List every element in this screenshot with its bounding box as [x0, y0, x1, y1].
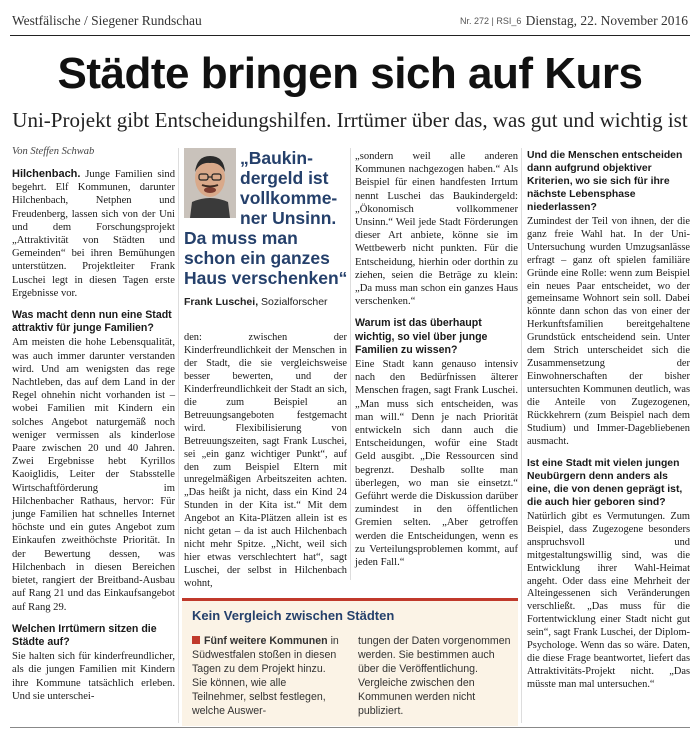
- publication-name: Westfälische / Siegener Rundschau: [12, 13, 202, 28]
- headline: Städte bringen sich auf Kurs: [57, 49, 643, 98]
- paragraph: Am meisten die hohe Lebensqualität, was auch immer darunter verstanden wird. Und am wenigsten das rege Nachtleben, das auf dem Land in der Regel ohnehin nicht vorhanden ist – wobei Familien mit Kindern ein solches Angebot naturgemäß noch weniger vermissen als kinderlose Paare zwischen 20 und 40 Jahren. Zwei Ergebnisse hebt Kyrillos Kaoiglidis, Leiter der Stabsstelle Wirtschaftförderung im Hilchenbacher Rathaus, hervor: Für junge Familien hat schnelles Internet höchste und ein gutes Angebot zum Einkaufen zweithöchste Priorität. In der Bewertung dessen, was Hilchenbach in diesen Bereichen bietet, rangiert der Breitband-Ausbau auf Rang 21 und das Einkaufsangebot auf Rang 29.: [12, 337, 175, 613]
- info-box-title: Kein Vergleich zwischen Städten: [192, 608, 395, 623]
- byline: Von Steffen Schwab: [12, 146, 95, 157]
- question-heading: Was macht denn nun eine Stadt attraktiv für junge Familien?: [12, 309, 172, 335]
- person-portrait-icon: [184, 148, 236, 218]
- column-4: [527, 150, 690, 692]
- paragraph: Sie halten sich für kinderfreundlicher, als die jungen Familien mit Kindern ihre Kommune tatsächlich erleben. Und sie unterschei-: [12, 651, 175, 702]
- page-bottom-rule: [10, 727, 690, 728]
- paragraph-text: Junge Familien sind begehrt. Elf Kommunen, darunter Hilchenbach, Netphen und Freudenberg, lassen sich von der Uni und dem Forschungsprojekt „Attraktivität von Städten und Gemeinden“ bei ihren Bemühungen unterstützen. Projektleiter Frank Luschei legt in diesen Tagen erste Ergebnisse vor.: [12, 169, 175, 299]
- masthead-rule: [10, 35, 690, 36]
- question-heading: Ist eine Stadt mit vielen jungen Neubürgern denn anders als eine, die von denen geprägt ist, die auch hier geboren sind?: [527, 457, 683, 508]
- quote-attribution: [184, 296, 328, 308]
- pull-quote-bottom: Da muss man schon ein ganzes Haus verschenken“: [184, 228, 348, 288]
- paragraph: Eine Stadt kann genauso intensiv nach den Bedürfnissen älterer Menschen fragen, sagt Frank Luschei. „Man muss sich entscheiden, was man will.“ Denn je nach Priorität entwickeln sich dann auch die Entscheidungen, wofür eine Stadt Geld ausgibt. „Die Ressourcen sind begrenzt. Deshalb sollte man überlegen, wo man sie einsetzt.“ Geführt werde die Diskussion darüber zumindest in den öffentlichen Gremien selten. „Aber getroffen werden die Entscheidungen, wenn es zu Verteilungsproblemen kommt, auf jeden Fall.“: [355, 359, 518, 569]
- subheadline: Uni-Projekt gibt Entscheidungshilfen. Irrtümer über das, was gut und wichtig ist: [12, 108, 688, 132]
- quote-name: Frank Luschei,: [184, 296, 259, 308]
- info-box-text: in Südwestfalen stoßen in diesen Tagen zu dem Projekt hinzu. Sie können, wie alle Teilnehmer, selbst festlegen, welche Auswer-: [192, 635, 339, 717]
- question-heading: Welchen Irrtümern sitzen die Städte auf?: [12, 622, 157, 648]
- paragraph: Natürlich gibt es Vermutungen. Zum Beispiel, dass Zugezogene besonders anspruchsvoll und mitgestaltungswillig sind, was die Entwicklung ihrer Wahl-Heimat angeht. Oder dass eine Mehrheit der Alteingessenen sich Veränderungen verschließt. „Das muss für die Fortentwicklung einer Stadt nicht gut sein“, sagt Frank Luschei, der Diplom-Psychologe. Wenn das so wäre. Daten, die diese Frage beantwortet, liefert das Attraktivitäts-Projekt nicht. „Das müsste man mal untersuchen.“: [527, 510, 690, 691]
- paragraph: den: zwischen der Kinderfreundlichkeit der Menschen in der Stadt, die sie vergleichsweise besser bewerten, und der Kinderfreundlichkeit der Stadt an sich, die zum Beispiel an Betreuungsangeboten festgemacht wird. Flexibilisierung von Betreuungszeiten, sagt Frank Luschei, sei „ein ganz wichtiger Punkt“, auf den zum Beispiel Eltern mit unregelmäßigen Arbeitszeiten achten. „Das heißt ja nicht, dass ein Kind 24 Stunden in der Kita ist.“ Mit dem Angebot an Kita-Plätzen allein ist es nicht getan – da ist auch Hilchenbach nicht mehr Spitze. „Nicht, weil sich hier etwas verschlechtert hat“, sagt Luschei, der selbst in Hilchenbach wohnt,: [184, 332, 347, 590]
- column-divider: [521, 148, 522, 723]
- info-box-lead: Fünf weitere Kommunen: [204, 635, 328, 647]
- issue-date: Dienstag, 22. November 2016: [525, 13, 688, 28]
- red-square-icon: [192, 636, 200, 644]
- column-3: [355, 150, 518, 569]
- info-box-column-1: [192, 634, 342, 718]
- column-divider: [178, 148, 179, 723]
- column-1: [12, 168, 175, 703]
- info-box-column-2: tungen der Daten vorgenommen werden. Sie bestimmen auch über die Veröffentlichung. Vergleiche zwischen den Kommunen werden nicht publiziert.: [358, 635, 511, 717]
- paragraph: [12, 168, 175, 300]
- question-heading: Warum ist das überhaupt wichtig, so viel über junge Familien zu wissen?: [355, 317, 488, 356]
- question-heading: Und die Menschen entscheiden dann aufgrund objektiver Kriterien, wo sie sich für ihre nächste Lebensphase niederlassen?: [527, 150, 683, 213]
- paragraph: „sondern weil alle anderen Kommunen nachgezogen haben.“ Als Beispiel für einen handfesten Irrtum nennt Luschei das Baukindergeld: „Ökonomisch vollkommener Unsinn.“ Weil jede Stadt Förderungen dieser Art anbiete, könne sie im Wettbewerb nicht punkten. Für die Entscheidung, hierhin oder dorthin zu ziehen, seien die Beträge zu klein: „Da muss man schon ein ganzes Haus verschenken.“: [355, 151, 518, 308]
- column-divider: [350, 148, 351, 580]
- dateline: Hilchenbach.: [12, 168, 81, 180]
- paragraph: Zumindest der Teil von ihnen, der die ganz freie Wahl hat. In der Uni-Untersuchung wurden Umzugsanlässe erfragt – ganz oft spielen familiäre Gründe eine Rolle: wenn zum Beispiel ein neues Paar entscheidet, wo der gemeinsame Wohnort sein soll. Dabei könnte dann schon das von einer der Herkunftsfamilien bereitgehaltene Grundstück entscheidend sein. Unter dem Strich unterscheidet sich die Zusammensetzung der Einwohnerschaften der bisher untersuchten Kommunen deutlich, was die Anteile von Zugezogenen, Rückkehrern (zum Beispiel nach dem Studium) und Immer-Dagebliebenen ausmacht.: [527, 215, 690, 447]
- column-2: [184, 332, 347, 591]
- issue-number: Nr. 272 | RSI_6: [460, 16, 522, 26]
- quote-role: Sozialforscher: [261, 296, 328, 308]
- pull-quote-top: „Baukin-dergeld ist vollkomme-ner Unsinn.: [240, 148, 338, 228]
